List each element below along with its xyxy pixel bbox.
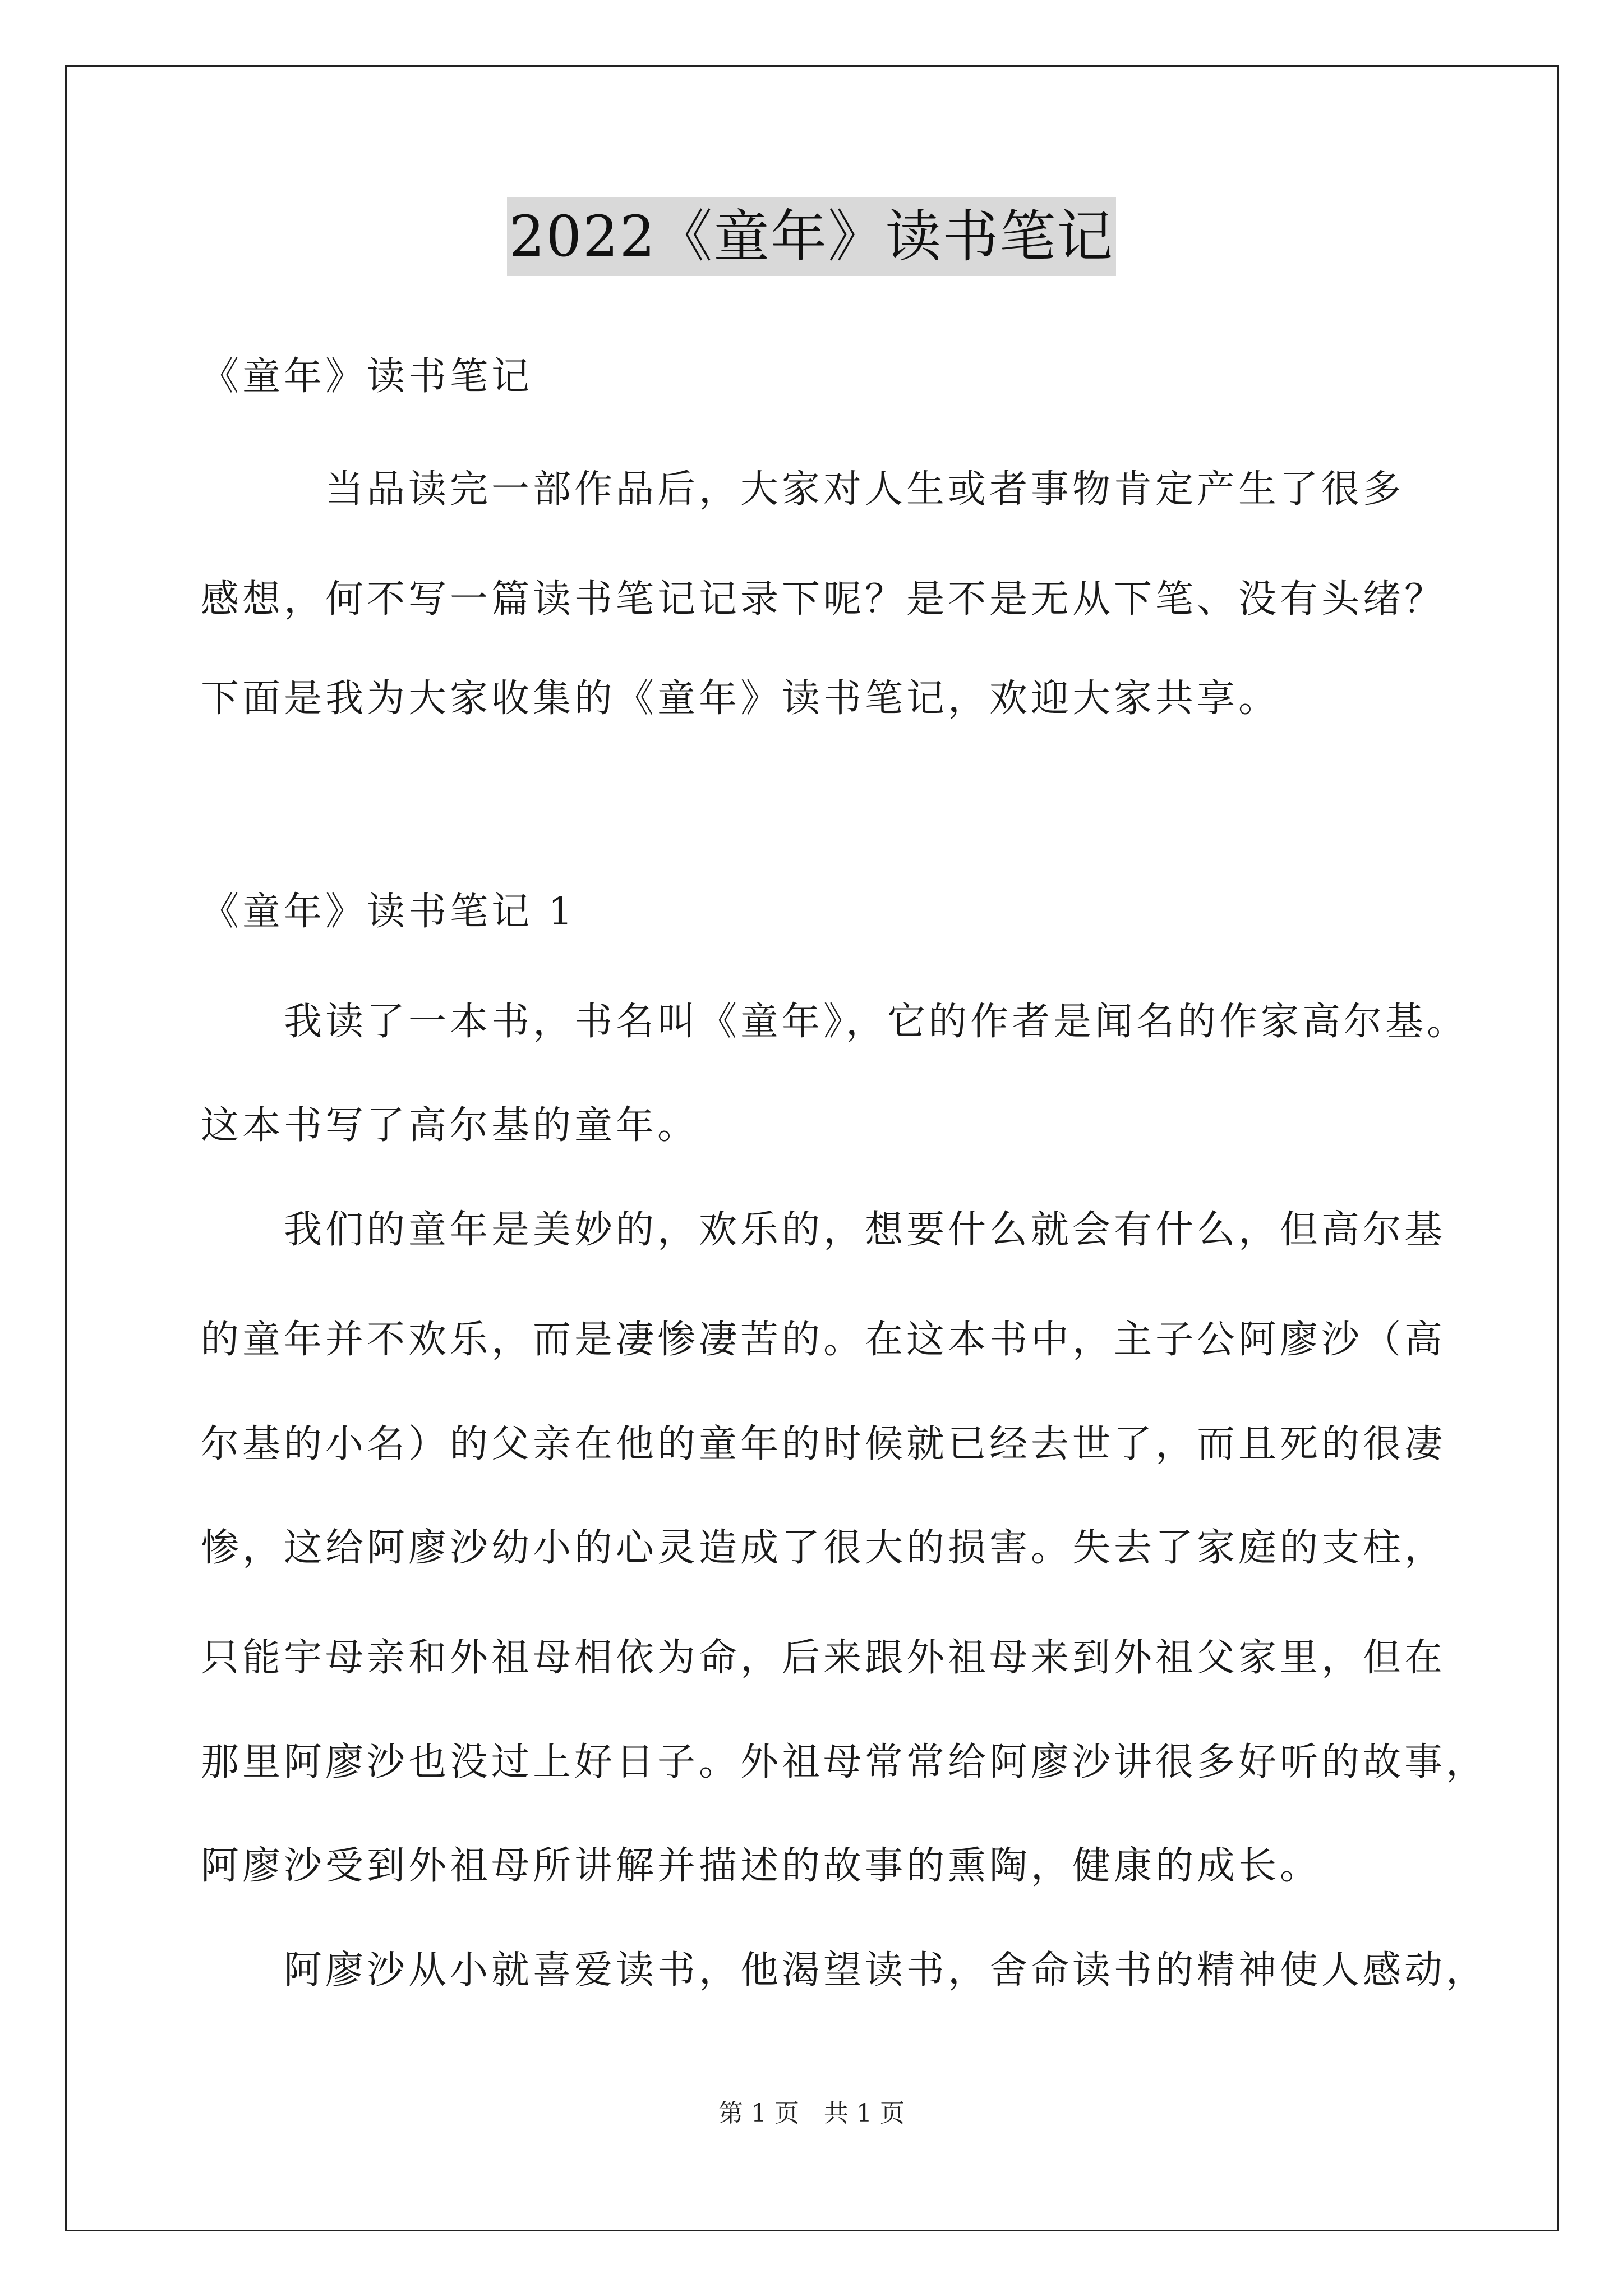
text-line: 的童年并不欢乐，而是凄惨凄苦的。在这本书中，主子公阿廖沙（高 bbox=[201, 1318, 1446, 1362]
text-line: 阿廖沙从小就喜爱读书，他渴望读书，舍命读书的精神使人感动， bbox=[201, 1948, 1488, 1993]
text-line: 惨，这给阿廖沙幼小的心灵造成了很大的损害。失去了家庭的支柱， bbox=[201, 1526, 1446, 1570]
page-footer: 第 1 页 共 1 页 bbox=[718, 2099, 905, 2128]
text-line: 《童年》读书笔记 bbox=[201, 355, 533, 399]
text-line: 《童年》读书笔记 1 bbox=[201, 890, 576, 934]
text-line: 那里阿廖沙也没过上好日子。外祖母常常给阿廖沙讲很多好听的故事， bbox=[201, 1740, 1488, 1784]
text-line: 我们的童年是美妙的，欢乐的，想要什么就会有什么，但高尔基 bbox=[201, 1208, 1446, 1252]
text-line: 我读了一本书，书名叫《童年》，它的作者是闻名的作家高尔基。 bbox=[201, 1000, 1469, 1044]
text-line: 只能宇母亲和外祖母相依为命，后来跟外祖母来到外祖父家里，但在 bbox=[201, 1636, 1446, 1680]
document-title: 2022《童年》读书笔记 bbox=[507, 197, 1117, 276]
text-line: 尔基的小名）的父亲在他的童年的时候就已经去世了，而且死的很凄 bbox=[201, 1422, 1446, 1466]
text-line: 感想，何不写一篇读书笔记记录下呢？是不是无从下笔、没有头绪？ bbox=[201, 577, 1446, 622]
text-line: 当品读完一部作品后，大家对人生或者事物肯定产生了很多 bbox=[201, 467, 1405, 512]
text-line: 这本书写了高尔基的童年。 bbox=[201, 1103, 699, 1148]
title-container bbox=[0, 197, 1623, 276]
text-line: 阿廖沙受到外祖母所讲解并描述的故事的熏陶，健康的成长。 bbox=[201, 1844, 1322, 1888]
text-line: 下面是我为大家收集的《童年》读书笔记，欢迎大家共享。 bbox=[201, 677, 1280, 721]
